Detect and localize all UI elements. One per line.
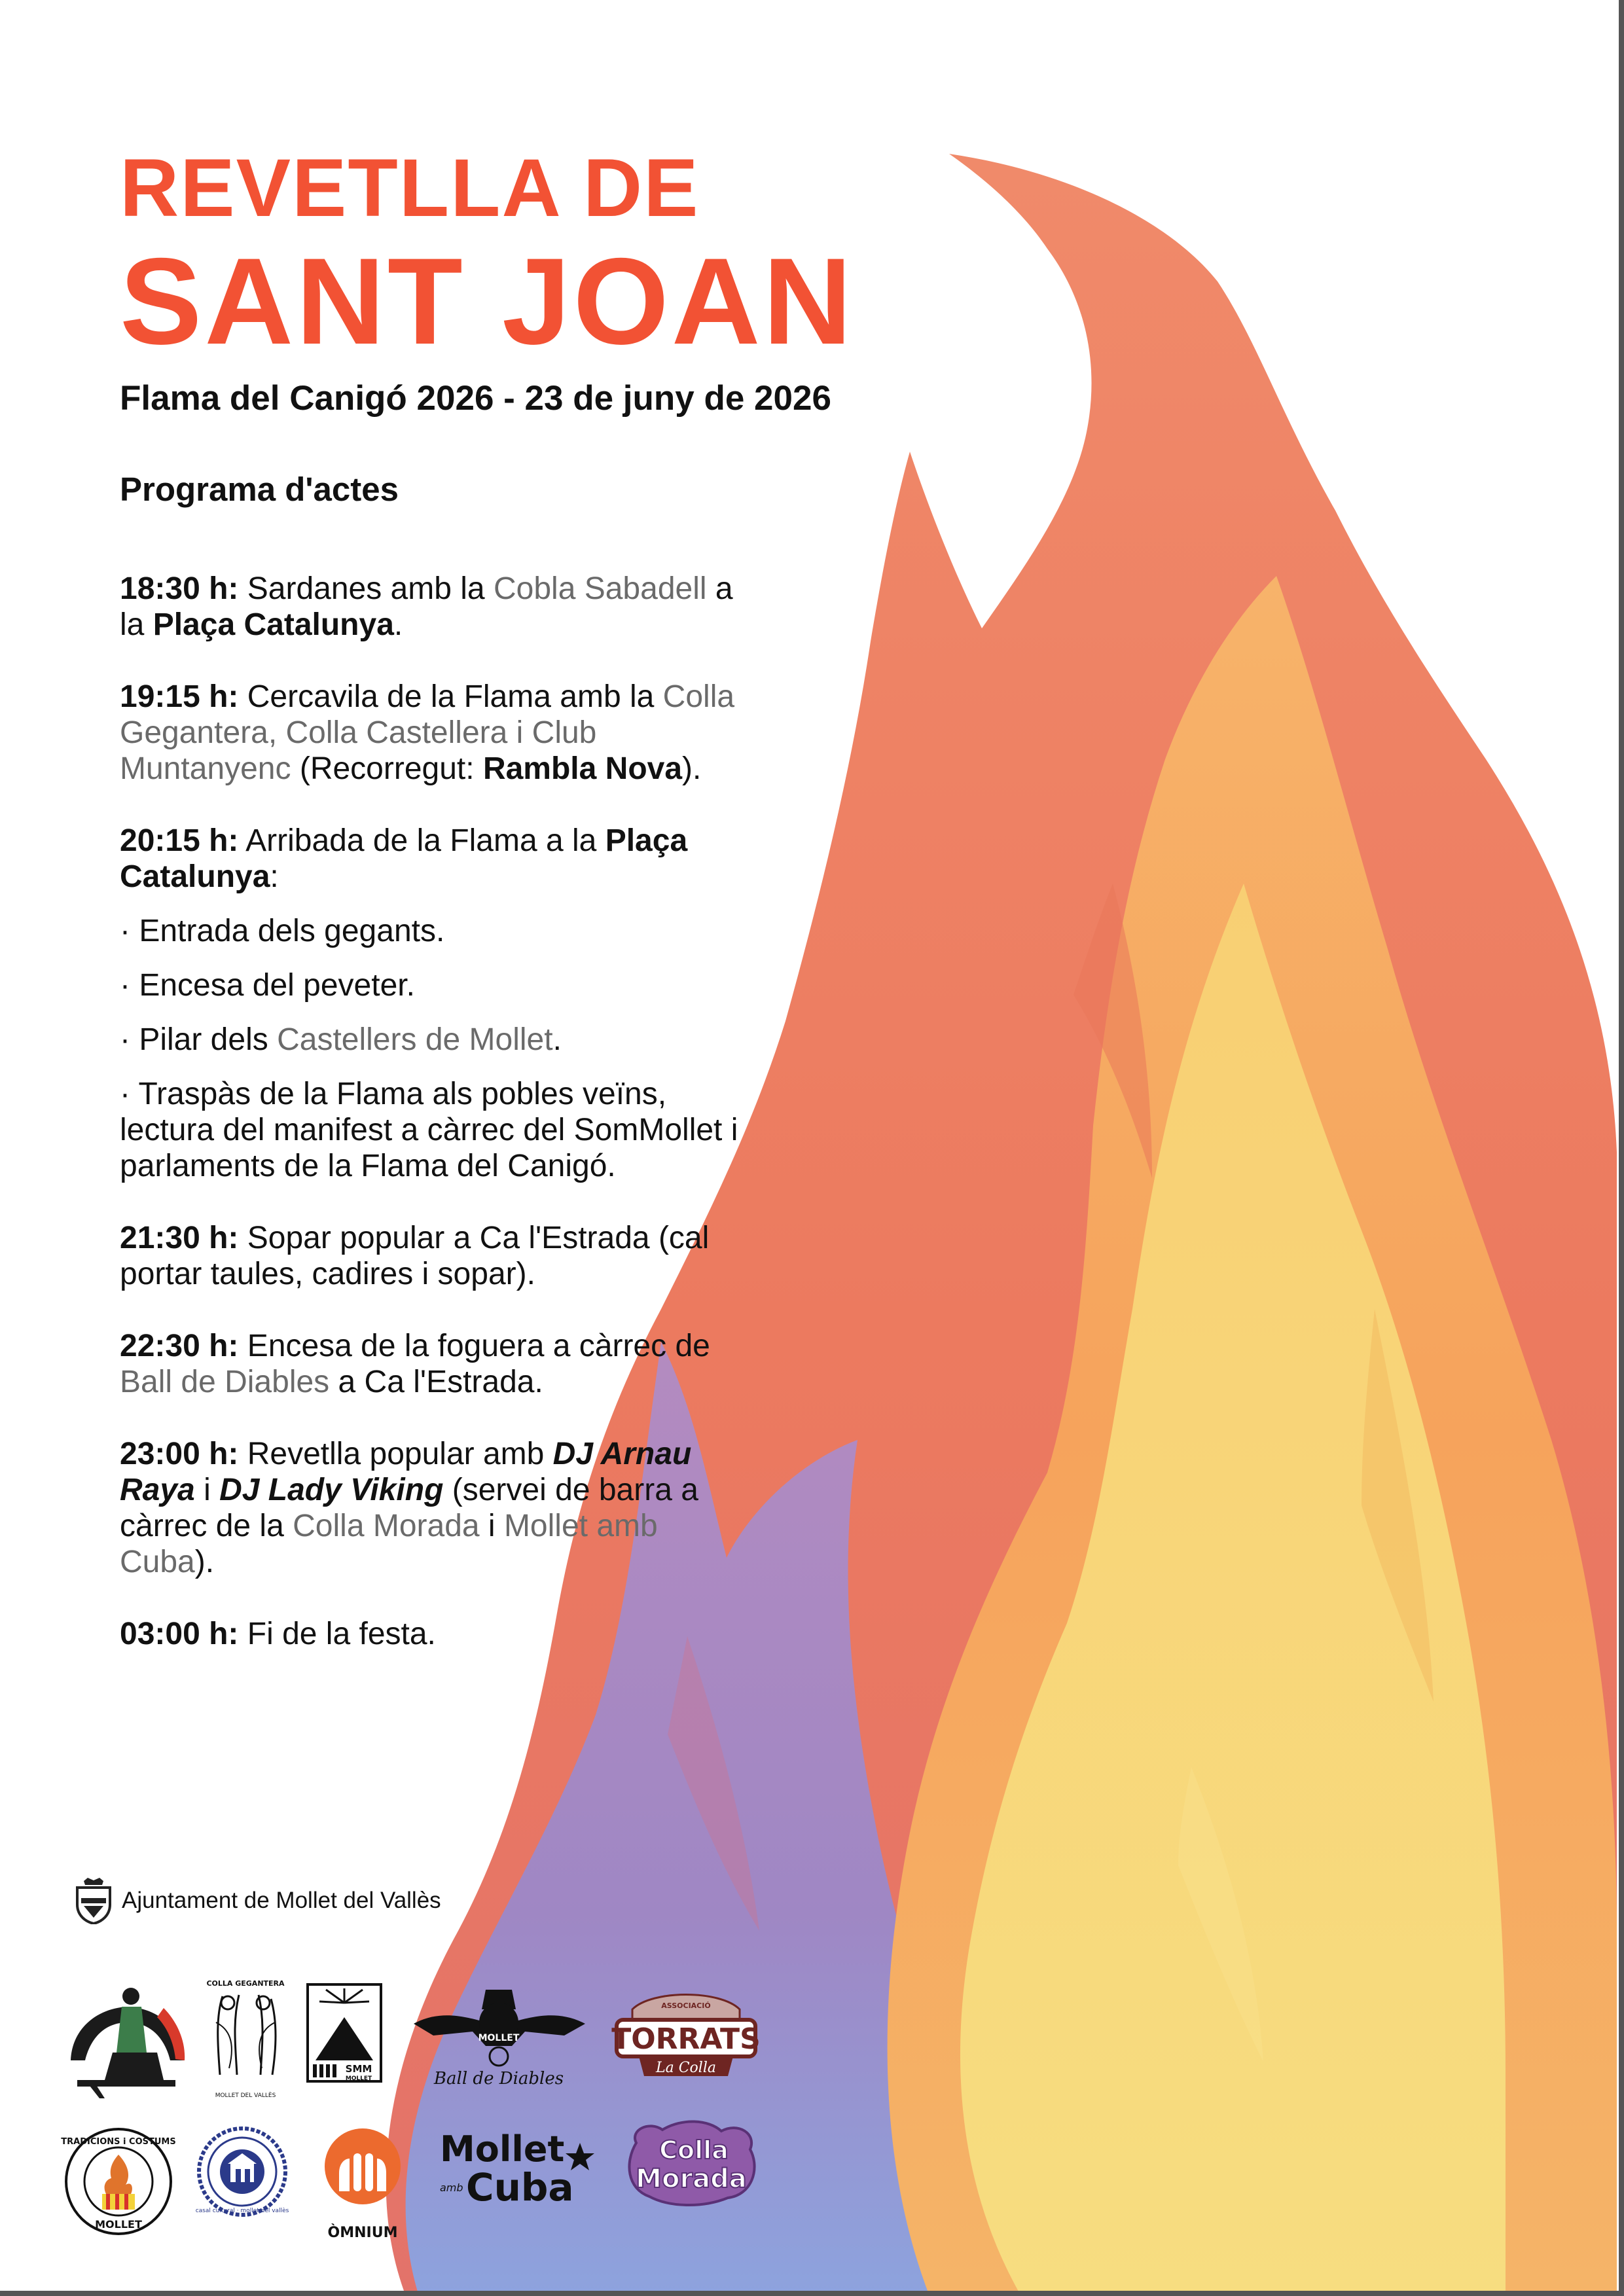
ball-de-diables-logo [401,1983,597,2094]
castellers-figure-logo [65,1982,190,2098]
program-event: 21:30 h: Sopar popular a Ca l'Estrada (cal portar taules, cadires i sopar). [120,1221,710,1291]
smm-logo-text: SMM [345,2063,372,2075]
program-event: 23:00 h: Revetlla popular amb DJ Arnau Raya i DJ Lady Viking (servei de barra a càrrec de la Colla Morada i Mollet amb Cuba). [120,1437,698,1579]
colla-morada-logo [623,2117,761,2208]
mollet-cuba-amb: amb [440,2181,463,2194]
colla-morada-line1: Colla [659,2136,729,2164]
gegantera-logo [203,1977,288,2101]
program-list [120,571,748,1688]
program-event: 03:00 h: Fi de la festa. [120,1617,436,1651]
tradicions-costums-logo [63,2126,174,2237]
smm-logo-sub: MOLLET [345,2075,372,2082]
smm-logo [306,1983,382,2083]
mollet-amb-cuba-logo [437,2127,594,2212]
ajuntament-credit [73,1877,441,1924]
program-subitem: · Pilar dels Castellers de Mollet. [120,1022,562,1057]
program-event: 19:15 h: Cercavila de la Flama amb la Colla Gegantera, Colla Castellera i Club Muntanyenc (Recorregut: Rambla Nova). [120,679,735,786]
page-edge [0,2291,1624,2296]
mollet-cuba-line2: Cuba [466,2165,574,2210]
program-heading: Programa d'actes [120,471,399,508]
program-subitem: · Encesa del peveter. [120,968,415,1003]
omnium-logo [317,2126,408,2246]
ajuntament-name: Ajuntament de Mollet del Vallès [122,1888,441,1913]
program-event: 18:30 h: Sardanes amb la Cobla Sabadell a la Plaça Catalunya. [120,571,733,642]
program-event: 20:15 h: Arribada de la Flama a la Plaça Catalunya: [120,823,688,894]
gegantera-logo-top: COLLA GEGANTERA [206,1979,285,1988]
omnium-logo-text: ÒMNIUM [327,2225,398,2241]
diables-logo-top: MOLLET [478,2033,520,2043]
tradicions-logo-bottom: MOLLET [95,2218,142,2231]
title-line-2: SANT JOAN [120,232,855,370]
page-edge [1619,0,1624,2296]
tradicions-logo-top: TRADICIONS i COSTUMS [61,2137,176,2147]
title-line-1: REVETLLA DE [120,143,700,234]
event-subtitle: Flama del Canigó 2026 - 23 de juny de 2026 [120,379,831,418]
torrats-logo-sub: La Colla [656,2060,716,2076]
program-subitem: · Traspàs de la Flama als pobles veïns, lectura del manifest a càrrec del SomMollet i parlaments de la Flama del Canigó. [120,1077,738,1183]
torrats-logo-top: ASSOCIACIÓ [661,2001,711,2010]
diables-logo-script: Ball de Diables [433,2069,564,2089]
colla-morada-line2: Morada [636,2164,747,2194]
torrats-logo-main: TORRATS [611,2022,761,2056]
program-event: 22:30 h: Encesa de la foguera a càrrec de Ball de Diables a Ca l'Estrada. [120,1329,710,1399]
mollet-cuba-line1: Mollet [440,2128,565,2170]
castellers-logo [65,1982,190,2098]
casal-logo-ring: casal cultural · mollet del vallès [195,2208,289,2214]
gegantera-logo-bottom: MOLLET DEL VALLÈS [215,2092,276,2099]
casal-cultural-logo [196,2126,288,2217]
coat-of-arms-icon [73,1877,114,1924]
program-subitem: · Entrada dels gegants. [120,914,445,948]
torrats-logo [613,1983,759,2081]
